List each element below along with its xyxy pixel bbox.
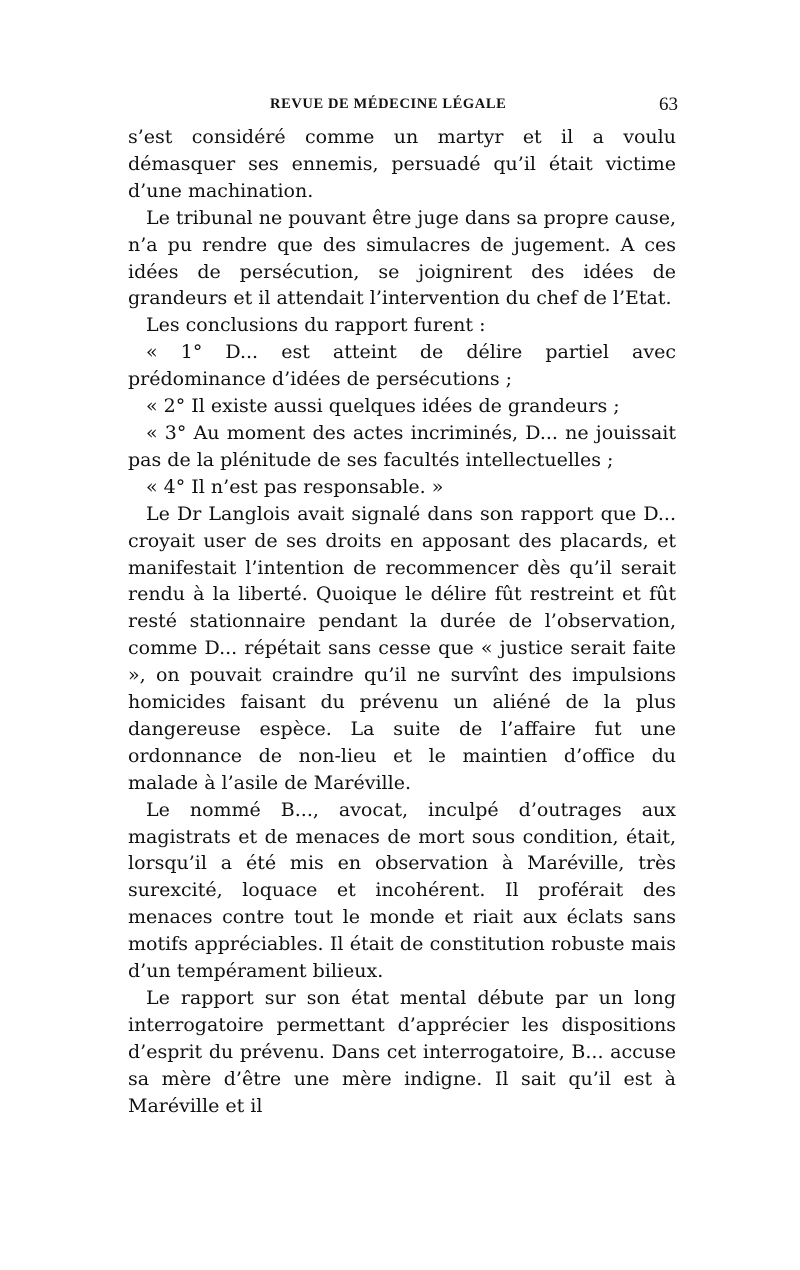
paragraph: s’est considéré comme un martyr et il a voulu démasquer ses ennemis, persuadé qu’il était victime d’une machination.: [128, 126, 676, 202]
conclusion-item: « 3° Au moment des actes incriminés, D... ne jouissait pas de la plénitude de ses facultés intellectuelles ;: [128, 421, 676, 471]
conclusion-item: « 4° Il n’est pas responsable. »: [146, 475, 444, 498]
conclusion-item: « 1° D... est atteint de délire partiel avec prédominance d’idées de persécutions ;: [128, 341, 676, 391]
paragraph: Le Dr Langlois avait signalé dans son rapport que D... croyait user de ses droits en apposant des placards, et manifestait l’intention de recommencer dès qu’il serait rendu à la liberté. Quoique le délire fût restreint et fût resté stationnaire pendant la durée de l’observation, comme D... répétait sans cesse que « justice serait faite », on pouvait craindre qu’il ne survînt des impulsions homicides faisant du prévenu un aliéné de la plus dangereuse espèce. La suite de l’affaire fut une ordonnance de non-lieu et le maintien d’office du malade à l’asile de Maréville.: [128, 502, 676, 794]
conclusion-item: « 2° Il existe aussi quelques idées de grandeurs ;: [146, 395, 620, 418]
paragraph: Le tribunal ne pouvant être juge dans sa propre cause, n’a pu rendre que des simulacres de jugement. A ces idées de persécution, se joignirent des idées de grandeurs et il attendait l’intervention du chef de l’Etat.: [128, 206, 677, 310]
paragraph: Les conclusions du rapport furent :: [146, 314, 486, 337]
running-header: [118, 94, 678, 116]
paragraph: Le nommé B..., avocat, inculpé d’outrages aux magistrats et de menaces de mort sous condition, était, lorsqu’il a été mis en observation à Maréville, très surexcité, loquace et incohérent. Il proférait des menaces contre tout le monde et riait aux éclats sans motifs appréciables. Il était de constitution robuste mais d’un tempérament bilieux.: [128, 798, 676, 983]
running-title: REVUE DE MÉDECINE LÉGALE: [270, 96, 507, 112]
paragraph: Le rapport sur son état mental débute par un long interrogatoire permettant d’apprécier les dispositions d’esprit du prévenu. Dans cet interrogatoire, B... accuse sa mère d’être une mère indigne. Il sait qu’il est à Maréville et il: [128, 987, 676, 1117]
body-text: [128, 124, 676, 1120]
page-number: 63: [659, 94, 678, 115]
